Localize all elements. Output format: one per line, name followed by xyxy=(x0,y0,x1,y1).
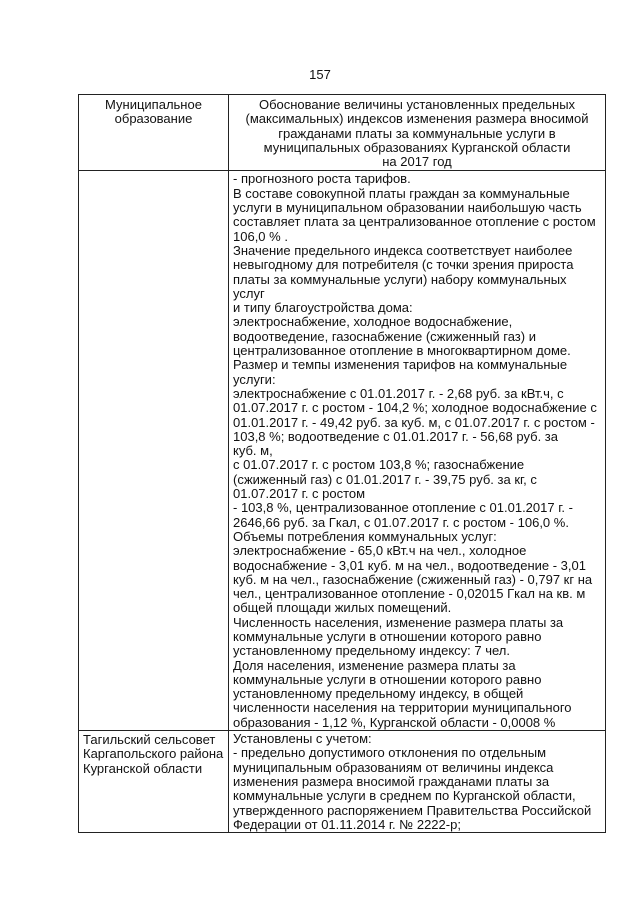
paragraph: - 103,8 %, централизованное отопление с 01.01.2017 г. - 2646,66 руб. за Гкал, с 01.07.2017 г. с ростом - 106,0 %. xyxy=(233,500,573,530)
paragraph: Установлены с учетом: xyxy=(233,731,372,747)
municipality-cell xyxy=(79,171,229,731)
paragraph: - прогнозного роста тарифов. xyxy=(233,171,411,187)
table-row xyxy=(79,731,606,833)
paragraph: Доля населения, изменение размера платы за коммунальные услуги в отношении которого равно установленному предельному индексу, в общей численности населения на территории муниципального образования - 1,12 %, Курганской области - 0,0008 % xyxy=(233,657,572,730)
paragraph: электроснабжение, холодное водоснабжение, водоотведение, газоснабжение (сжиженный газ) и централизованное отопление в многоквартирном доме. xyxy=(233,314,571,359)
justification-cell xyxy=(229,171,606,731)
header-municipality-text: Муниципальное образование xyxy=(105,97,202,127)
paragraph: В составе совокупной платы граждан за коммунальные услуги в муниципальном образовании наибольшую часть составляет плата за централизованное отопление с ростом 106,0 % . xyxy=(233,185,596,244)
paragraph: электроснабжение - 65,0 кВт.ч на чел., холодное водоснабжение - 3,01 куб. м на чел., водоотведение - 3,01 куб. м на чел., газоснабжение (сжиженный газ) - 0,797 кг на чел., централизованное отопление - 0,02015 Гкал на кв. м общей площади жилых помещений. xyxy=(233,543,593,616)
paragraph: Численность населения, изменение размера платы за коммунальные услуги в отношении которого равно установленному предельному индексу: 7 чел. xyxy=(233,614,564,659)
municipality-name: Тагильский сельсовет Каргапольского района Курганской области xyxy=(83,732,224,776)
paragraph: Размер и темпы изменения тарифов на коммунальные услуги: xyxy=(233,357,568,387)
municipality-cell xyxy=(79,731,229,833)
paragraph: Значение предельного индекса соответствует наиболее невыгодному для потребителя (с точки зрения прироста платы за коммунальные услуги) набору коммунальных услуг и типу благоустройства дома: xyxy=(233,242,574,316)
justification-cell xyxy=(229,731,606,833)
paragraph: с 01.07.2017 г. с ростом 103,8 %; газоснабжение (сжиженный газ) с 01.01.2017 г. - 39,75 руб. за кг, с 01.07.2017 г. с ростом xyxy=(233,457,537,502)
paragraph: - предельно допустимого отклонения по отдельным муниципальным образованиям от величины индекса изменения размера вносимой гражданами платы за коммунальные услуги в среднем по Курганской области, утвержденного распоряжением Правительства Российской Федерации от 01.11.2014 г. № 2222-р; xyxy=(233,745,592,832)
table-row xyxy=(79,171,606,731)
page-number: 157 xyxy=(309,67,331,82)
paragraph: Объемы потребления коммунальных услуг: xyxy=(233,528,497,544)
header-municipality xyxy=(79,95,229,171)
header-justification xyxy=(229,95,606,171)
justification-table xyxy=(78,94,606,833)
table-header-row xyxy=(79,95,606,171)
header-justification-text: Обоснование величины установленных предельных (максимальных) индексов изменения размера вносимой гражданами платы за коммунальные услуги в муниципальных образованиях Курганской области на 2017 год xyxy=(245,97,589,170)
paragraph: электроснабжение с 01.01.2017 г. - 2,68 руб. за кВт.ч, с 01.07.2017 г. с ростом - 104,2 %; холодное водоснабжение с 01.01.2017 г. - 49,42 руб. за куб. м, с 01.07.2017 г. с ростом - 103,8 %; водоотведение с 01.01.2017 г. - 56,68 руб. за куб. м, xyxy=(233,385,597,459)
